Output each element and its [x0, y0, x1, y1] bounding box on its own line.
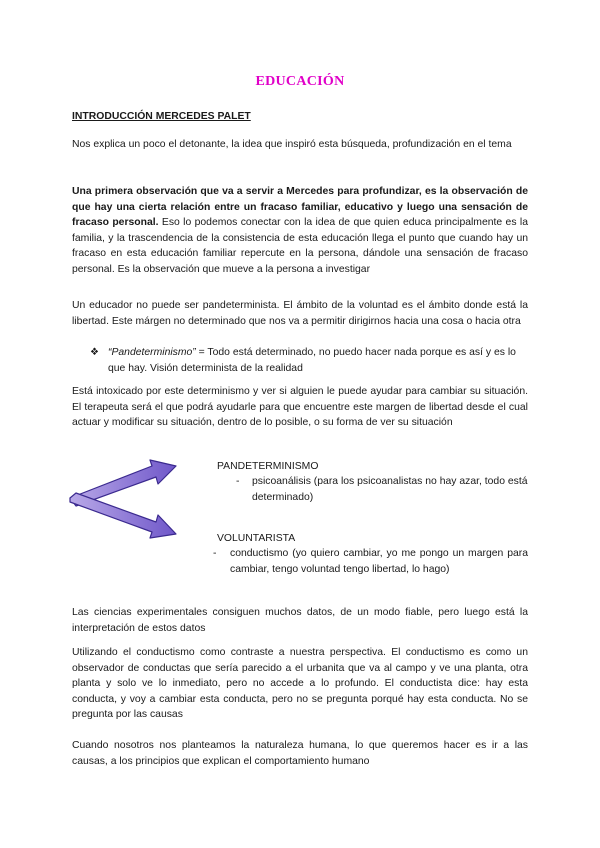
bullet-term: “Pandeterminismo” — [108, 347, 196, 358]
therapist-paragraph: Está intoxicado por este determinismo y ver si alguien le puede ayudar para cambiar su situación. El terapeuta será el que podrá ayudarle para que encuentre este margen de libertad desde el cual actuar y modificar su situación, dentro de lo posible, o su forma de ver su situación — [72, 386, 528, 429]
bullet-text — [108, 345, 528, 376]
diamond-bullet-icon: ❖ — [90, 347, 99, 358]
sciences-paragraph: Las ciencias experimentales consiguen muchos datos, de un modo fiable, pero luego está la interpretación de estos datos — [72, 607, 528, 634]
behaviorism-paragraph: Utilizando el conductismo como contraste a nuestra perspectiva. El conductismo es como un observador de conductas que sería parecido a el urbanita que va al campo y ve una planta, otra planta y solo ve lo inmediato, pero no accede a lo profundo. El conductista dice: hay esta conducta, y voy a cambiar esta conducta, pero no se pregunta porqué hay esta conducta. No se pregunta por las causas — [72, 647, 528, 721]
intro-paragraph: Nos explica un poco el detonante, la idea que inspiró esta búsqueda, profundización en el tema — [72, 139, 512, 150]
voluntarist-label: VOLUNTARISTA — [217, 533, 296, 544]
observation-paragraph — [72, 184, 528, 278]
bullet-item — [90, 345, 528, 377]
psychoanalysis-text: psicoanálisis (para los psicoanalistas no hay azar, todo está determinado) — [252, 476, 528, 503]
pandeterminism-label: PANDETERMINISMO — [217, 461, 319, 472]
observation-bold-text: Una primera observación que va a servir a Mercedes para profundizar, es la observación de que hay una cierta relación entre un fracaso familiar, educativo y luego una sensación de fracaso personal. — [72, 186, 528, 229]
section-heading: INTRODUCCIÓN MERCEDES PALET — [72, 111, 251, 122]
human-nature-paragraph: Cuando nosotros nos planteamos la naturaleza humana, lo que queremos hacer es ir a las causas, a los principios que explican el comportamiento humano — [72, 740, 528, 767]
pandeterminism-paragraph: Un educador no puede ser pandeterminista. El ámbito de la voluntad es el ámbito donde está la libertad. Este márgen no determinado que nos va a permitir dirigirnos hacia una cosa o hacia otra — [72, 300, 528, 327]
bullet-definition: = Todo está determinado, no puedo hacer nada porque es así y es lo que hay. Visión determinista de la realidad — [108, 347, 516, 374]
dash-bullet-icon: - — [236, 476, 240, 487]
observation-text: Eso lo podemos conectar con la idea de que quien educa principalmente es la familia, y la trascendencia de la consistencia de esta educación llega el punto que cuando hay un fracaso en esta educación familiar repercute en la persona, dándole una sensación de fracaso personal. Es la observación que mueve a la persona a investigar — [72, 217, 528, 275]
page-title: EDUCACIÓN — [255, 74, 345, 89]
behaviorism-text: conductismo (yo quiero cambiar, yo me pongo un margen para cambiar, tengo voluntad tengo libertad, lo hago) — [230, 548, 528, 575]
lower-arrow-icon — [70, 493, 176, 538]
double-arrow-diagram — [66, 458, 186, 548]
dash-bullet-icon: - — [213, 548, 217, 559]
